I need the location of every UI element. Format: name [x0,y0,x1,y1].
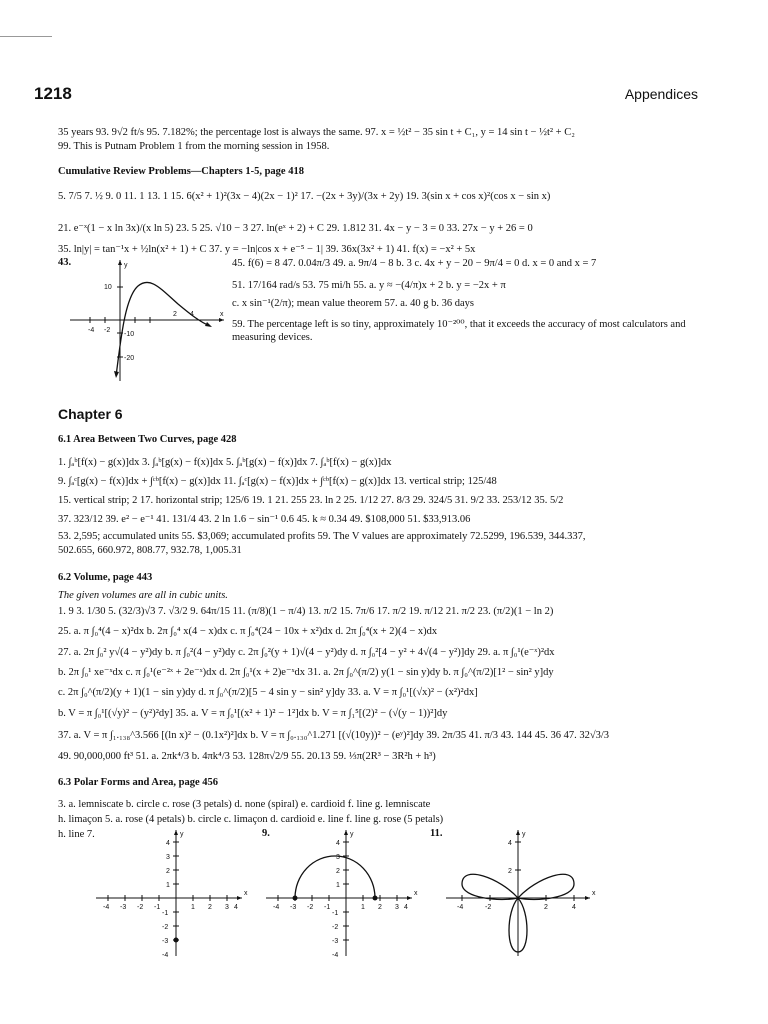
g11-tick-x-1: -2 [485,904,492,911]
g7-tick-x-7: 4 [234,904,238,911]
g9-tick-x-6: 3 [395,904,399,911]
graph-9 [262,828,422,958]
s61-line-4: 37. 323/12 39. e² − e⁻¹ 41. 131/4 43. 2 ln 1.6 − sin⁻¹ 0.6 45. k ≈ 0.34 49. $108,000 51. $33,913.06 [58,514,471,525]
s63-line-3: h. line 7. [58,829,95,840]
g9-tick-x-1: -3 [290,904,297,911]
g43-tick-x-3: 4 [190,311,194,318]
g11-tick-y-1: 2 [508,868,512,875]
intro-line-2: 99. This is Putnam Problem 1 from the morning session in 1958. [58,141,330,152]
s62-line-2: 25. a. π ∫₀⁴(4 − x)²dx b. 2π ∫₀⁴ x(4 − x)dx c. π ∫₀⁴(24 − 10x + x²)dx d. 2π ∫₀⁴(x + 2)(4 − x)dx [58,626,438,637]
graph-11 [440,828,600,958]
g9-tick-y-1: 3 [336,854,340,861]
s62-line-1: 1. 9 3. 1/30 5. (32/3)√3 7. √3/2 9. 64π/15 11. (π/8)(1 − π/4) 13. π/2 15. 7π/6 17. π/2 19. π/12 21. π/2 23. (π/2)(1 − ln 2) [58,606,554,617]
g7-tick-y-4: -1 [162,910,169,917]
g9-tick-y-6: -3 [332,938,339,945]
g9-tick-y-2: 2 [336,868,340,875]
s61-line-5: 53. 2,595; accumulated units 55. $3,069; accumulated profits 59. The V values are approximately 72.5299, 196.539, 344.337, [58,531,586,542]
g9-tick-x-0: -4 [273,904,280,911]
cumulative-line-3: 35. ln|y| = tan⁻¹x + ½ln(x² + 1) + C 37. y = −ln|cos x + e⁻⁵ − 1| 39. 36x(3x² + 1) 41. f(x) = −x² + 5x [58,244,476,255]
s62-line-4: b. 2π ∫₀¹ xe⁻ˣdx c. π ∫₀¹(e⁻²ˣ + 2e⁻ˣ)dx d. 2π ∫₀¹(x + 2)e⁻ˣdx 31. a. 2π ∫₀^(π/2) y(1 − sin y)dy b. π ∫₀^(π/2)[1² − sin² y]dy [58,667,554,678]
s62-line-5: c. 2π ∫₀^(π/2)(y + 1)(1 − sin y)dy d. π ∫₀^(π/2)[5 − 4 sin y − sin² y]dy 33. a. V = π ∫₀¹[(√x)² − (x²)²dx] [58,687,478,698]
problem-43-label: 43. [58,257,72,268]
g7-axis-x: x [244,890,248,897]
g7-tick-x-3: -1 [154,904,161,911]
cumulative-title: Cumulative Review Problems—Chapters 1-5, page 418 [58,166,304,177]
g9-tick-x-4: 1 [361,904,365,911]
section-6-1-title: 6.1 Area Between Two Curves, page 428 [58,434,237,445]
g11-tick-x-0: -4 [457,904,464,911]
g7-tick-y-3: 1 [166,882,170,889]
g7-tick-x-2: -2 [137,904,144,911]
cumulative-right-3: c. x sin⁻¹(2/π); mean value theorem 57. a. 40 g b. 36 days [232,298,475,309]
g9-axis-x: x [414,890,418,897]
g7-tick-y-7: -4 [162,952,169,958]
g9-tick-x-5: 2 [378,904,382,911]
g7-tick-y-2: 2 [166,868,170,875]
g7-tick-x-5: 2 [208,904,212,911]
s61-line-3: 15. vertical strip; 2 17. horizontal strip; 125/6 19. 1 21. 255 23. ln 2 25. 1/12 27. 8/3 29. 324/5 31. 9/2 33. 253/12 35. 5/2 [58,495,564,506]
g43-tick-y-2: -20 [124,355,135,362]
g7-axis-y: y [180,831,184,838]
s62-line-6: b. V = π ∫₀¹[(√y)² − (y²)²dy] 35. a. V = π ∫₀¹[(x² + 1)² − 1²]dx b. V = π ∫₁⁵[(2)² − (√(y − 1))²]dy [58,708,448,719]
graph-7 [92,828,252,958]
s63-line-1: 3. a. lemniscate b. circle c. rose (3 petals) d. none (spiral) e. cardioid f. line g. lemniscate [58,799,431,810]
g43-tick-y-0: 10 [104,284,112,291]
g43-axis-x: x [220,311,224,318]
g7-tick-x-1: -3 [120,904,127,911]
g11-axis-y: y [522,831,526,838]
g7-tick-y-5: -2 [162,924,169,931]
s61-line-1: 1. ∫ₐᵇ[f(x) − g(x)]dx 3. ∫ₐᵇ[g(x) − f(x)]dx 5. ∫ₐᵇ[g(x) − f(x)]dx 7. ∫ₐᵇ[f(x) − g(x)]dx [58,457,392,468]
section-6-2-title: 6.2 Volume, page 443 [58,572,153,583]
g9-tick-x-2: -2 [307,904,314,911]
g7-tick-y-0: 4 [166,840,170,847]
g7-tick-x-0: -4 [103,904,110,911]
g43-axis-y: y [124,262,128,269]
s62-line-3: 27. a. 2π ∫₀² y√(4 − y²)dy b. π ∫₀²(4 − y²)dy c. 2π ∫₀²(y + 1)√(4 − y²)dy d. π ∫₀²[4 − y² + 4√(4 − y²)]dy 29. a. π ∫₀¹(e⁻ˣ)²dx [58,647,555,658]
g11-tick-y-0: 4 [508,840,512,847]
g7-tick-y-1: 3 [166,854,170,861]
top-rule [0,36,52,37]
cumulative-right-1: 45. f(6) = 8 47. 0.04π/3 49. a. 9π/4 − 8 b. 3 c. 4x + y − 20 − 9π/4 = 0 d. x = 0 and x = 7 [232,258,597,269]
s62-note: The given volumes are all in cubic units. [58,590,228,601]
g43-tick-x-1: -2 [104,327,111,334]
g11-tick-x-3: 4 [572,904,576,911]
intro-line-1: 35 years 93. 9√2 ft/s 95. 7.182%; the percentage lost is always the same. 97. x = ½t² − 35 sin t + C₁, y = 14 sin t − ½t² + C₂ [58,127,575,138]
g7-tick-x-6: 3 [225,904,229,911]
g43-tick-y-1: -10 [124,331,135,338]
chapter-title: Chapter 6 [58,406,123,422]
page-number: 1218 [34,84,72,103]
cumulative-right-2: 51. 17/164 rad/s 53. 75 mi/h 55. a. y ≈ −(4/π)x + 2 b. y = −2x + π [232,280,506,291]
g7-tick-y-6: -3 [162,938,169,945]
g7-tick-x-4: 1 [191,904,195,911]
s63-line-2: h. limaçon 5. a. rose (4 petals) b. circle c. limaçon d. cardioid e. line f. line g. rose (5 petals) [58,814,444,825]
cumulative-right-4: 59. The percentage left is so tiny, approximately 10⁻²⁰⁰, that it exceeds the accuracy of most calculators and measuring devices. [232,319,686,343]
s62-line-7: 37. a. V = π ∫₁.₁₃₈^3.566 [(ln x)² − (0.1x²)²]dx b. V = π ∫₀.₁₃₀^1.271 [(√(10y))² − (eʸ)²]dy 39. 2π/35 41. π/3 43. 144 45. 36 47. 32√3/3 [58,730,610,741]
g9-tick-y-7: -4 [332,952,339,958]
s62-line-8: 49. 90,000,000 ft³ 51. a. 2πk⁴/3 b. 4πk⁴/3 53. 128π√2/9 55. 20.13 59. ⅓π(2R³ − 3R²h + h³) [58,751,436,762]
g9-tick-y-4: -1 [332,910,339,917]
g43-tick-x-2: 2 [173,311,177,318]
section-6-3-title: 6.3 Polar Forms and Area, page 456 [58,777,219,788]
g43-tick-x-0: -4 [88,327,95,334]
g9-tick-x-7: 4 [404,904,408,911]
g9-tick-y-5: -2 [332,924,339,931]
g11-tick-x-2: 2 [544,904,548,911]
s61-line-2: 9. ∫ₐᶜ[g(x) − f(x)]dx + ∫ᶜᵇ[f(x) − g(x)]dx 11. ∫ₐᶜ[g(x) − f(x)]dx + ∫ᶜᵇ[f(x) − g(x)]dx 13. vertical strip; 125/48 [58,476,497,487]
g11-axis-x: x [592,890,596,897]
g9-tick-y-3: 1 [336,882,340,889]
cumulative-line-1: 5. 7/5 7. ½ 9. 0 11. 1 13. 1 15. 6(x² + 1)²(3x − 4)(2x − 1)² 17. −(2x + 3y)/(3x + 2y) 19. 3(sin x + cos x)²(cos x − sin x) [58,191,551,202]
problem-9-label: 9. [262,828,270,839]
running-head: Appendices [624,86,698,102]
cumulative-line-2: 21. e⁻ˣ(1 − x ln 3x)/(x ln 5) 23. 5 25. √10 − 3 27. ln(eˣ + 2) + C 29. 1.812 31. 4x − y − 3 = 0 33. 27x − y + 26 = 0 [58,223,533,234]
s61-line-6: 502.655, 660.972, 808.77, 932.78, 1,005.31 [58,545,242,556]
g9-tick-y-0: 4 [336,840,340,847]
graph-43 [68,258,228,383]
problem-11-label: 11. [430,828,443,839]
g9-tick-x-3: -1 [324,904,331,911]
g9-axis-y: y [350,831,354,838]
